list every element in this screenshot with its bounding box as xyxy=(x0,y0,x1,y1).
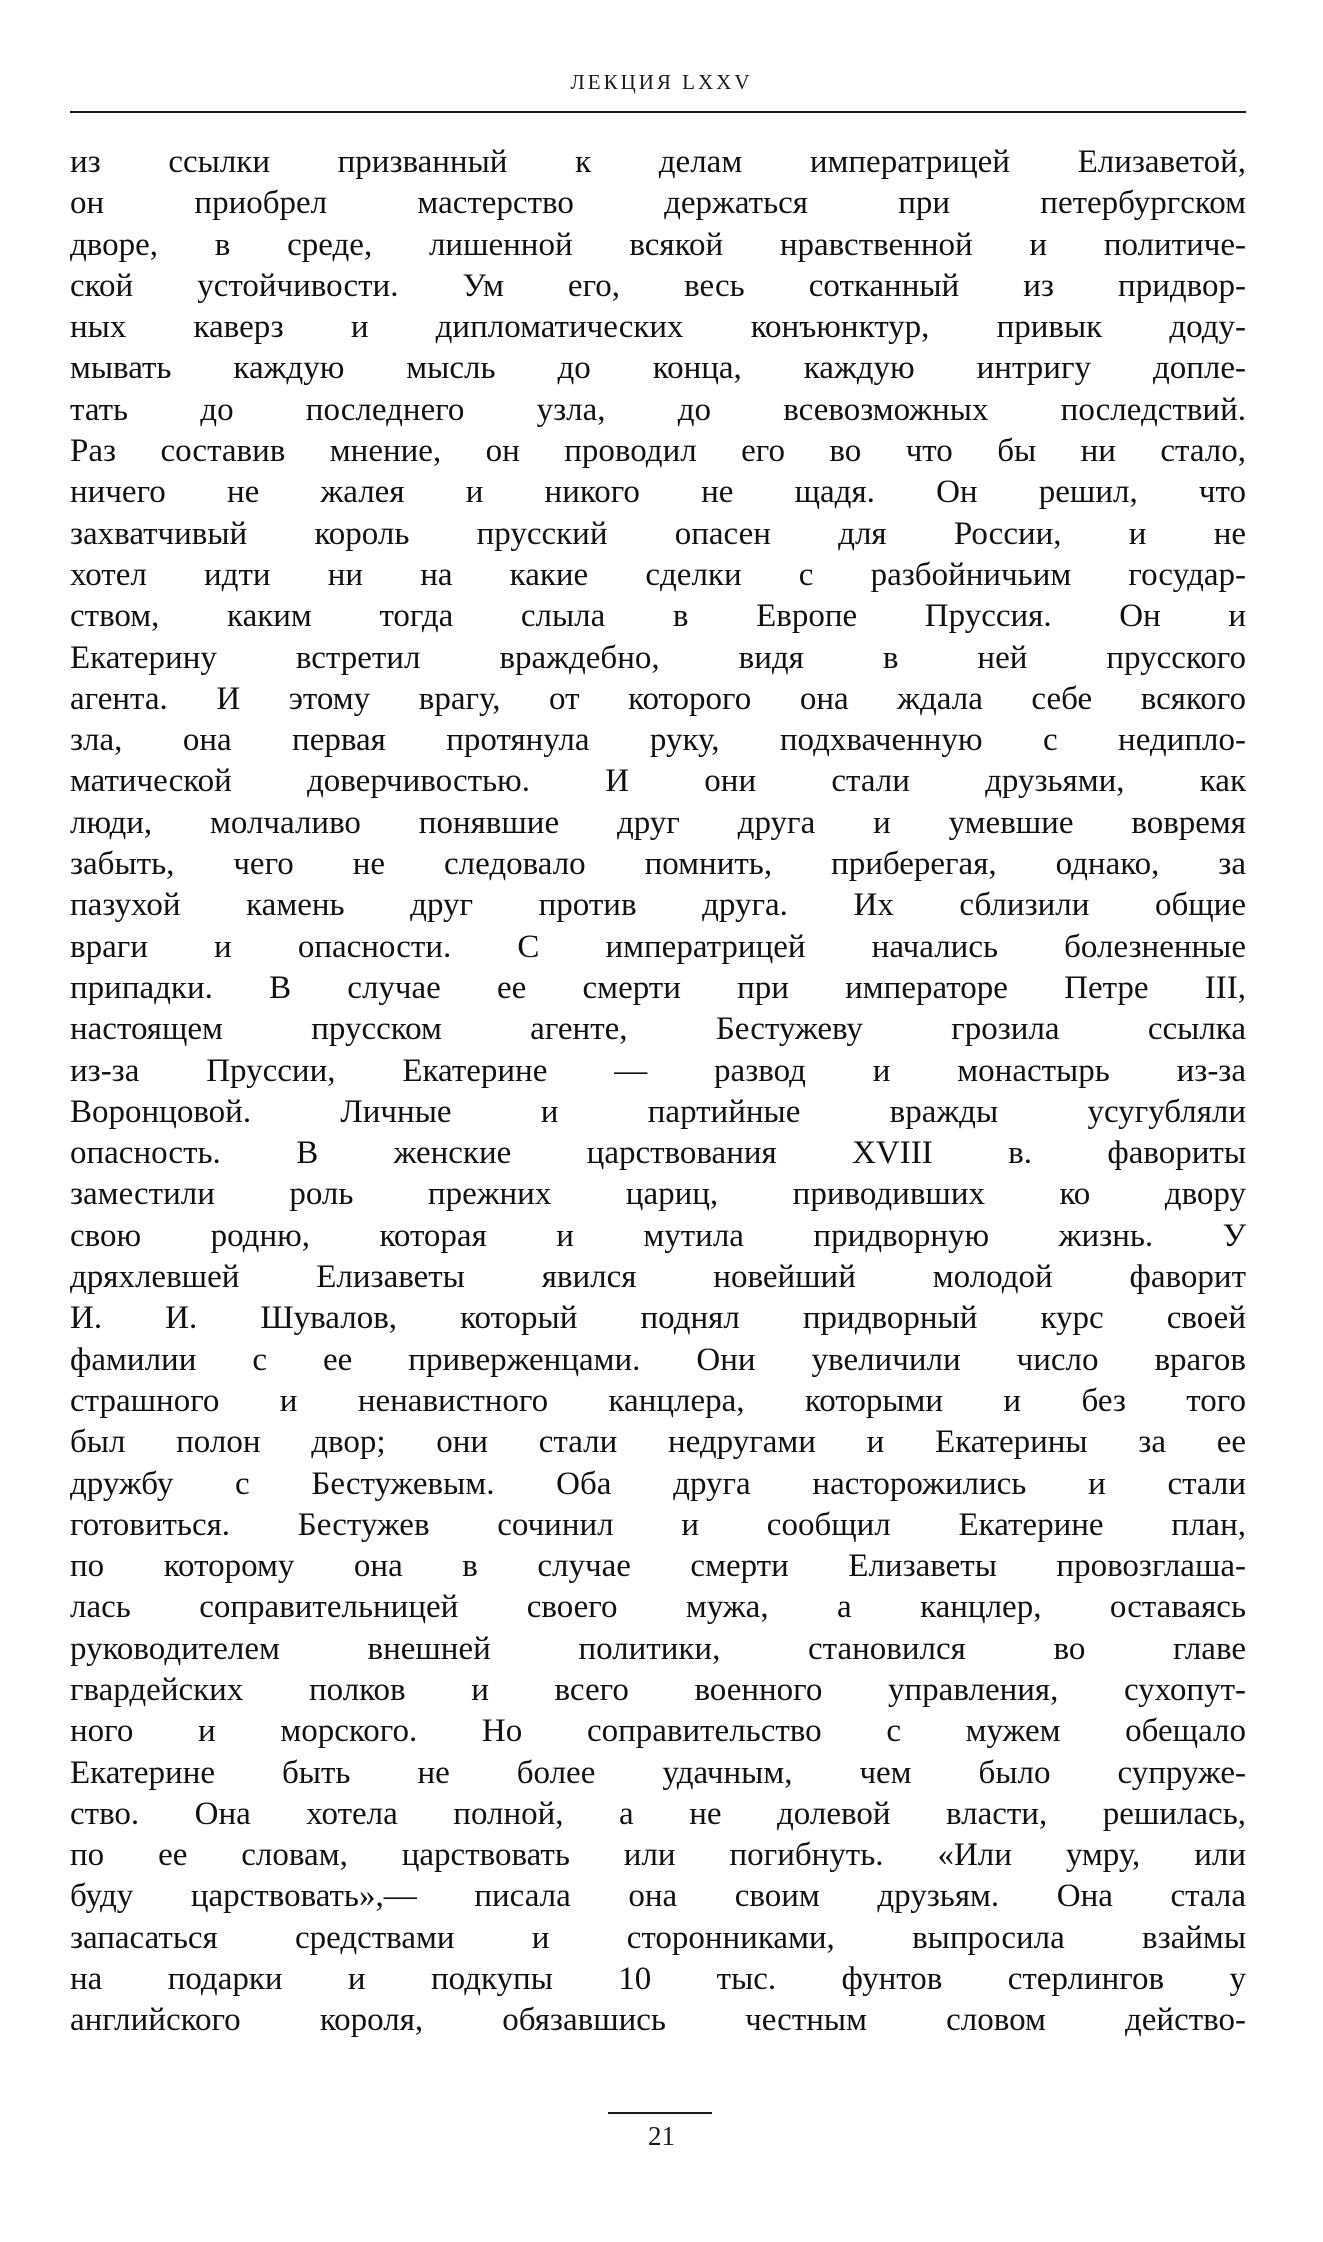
text-line: матической доверчивостью. И они стали друзьями, как xyxy=(70,763,1246,800)
text-line: И. И. Шувалов, который поднял придворный курс своей xyxy=(70,1300,1246,1337)
text-line: припадки. В случае ее смерти при императоре Петре III, xyxy=(70,969,1246,1006)
text-line: дворе, в среде, лишенной всякой нравственной и политиче- xyxy=(70,226,1246,263)
text-line: агента. И этому врагу, от которого она ждала себе всякого xyxy=(70,680,1246,717)
text-line: дряхлевшей Елизаветы явился новейший молодой фаворит xyxy=(70,1259,1246,1296)
text-line: буду царствовать»,— писала она своим друзьям. Она стала xyxy=(70,1878,1246,1915)
text-line: Екатерине быть не более удачным, чем было супруже- xyxy=(70,1754,1246,1791)
text-line: опасность. В женские царствования XVIII в. фавориты xyxy=(70,1135,1246,1172)
text-line: заместили роль прежних цариц, приводивших ко двору xyxy=(70,1176,1246,1213)
text-line: из-за Пруссии, Екатерине — развод и монастырь из-за xyxy=(70,1052,1246,1089)
text-line: ской устойчивости. Ум его, весь сотканный из придвор- xyxy=(70,267,1246,304)
text-line: хотел идти ни на какие сделки с разбойничьим государ- xyxy=(70,556,1246,593)
text-line: из ссылки призванный к делам императрицей Елизаветой, xyxy=(70,144,1246,180)
body-text xyxy=(70,142,1246,2042)
text-line: ством, каким тогда слыла в Европе Пруссия. Он и xyxy=(70,598,1246,635)
text-line: запасаться средствами и сторонниками, выпросила взаймы xyxy=(70,1919,1246,1956)
text-line: ничего не жалея и никого не щадя. Он решил, что xyxy=(70,474,1246,511)
text-line: лась соправительницей своего мужа, а канцлер, оставаясь xyxy=(70,1589,1246,1626)
text-line: страшного и ненавистного канцлера, которыми и без того xyxy=(70,1382,1246,1419)
text-line: свою родню, которая и мутила придворную жизнь. У xyxy=(70,1217,1246,1254)
text-line: Екатерину встретил враждебно, видя в ней прусского xyxy=(70,639,1246,676)
running-head: ЛЕКЦИЯ LXXV xyxy=(570,70,753,94)
text-line: забыть, чего не следовало помнить, приберегая, однако, за xyxy=(70,846,1246,883)
text-line: готовиться. Бестужев сочинил и сообщил Екатерине план, xyxy=(70,1506,1246,1543)
text-line: мывать каждую мысль до конца, каждую интригу допле- xyxy=(70,350,1246,387)
text-line: тать до последнего узла, до всевозможных последствий. xyxy=(70,391,1246,428)
text-line: настоящем прусском агенте, Бестужеву грозила ссылка xyxy=(70,1011,1246,1048)
text-line: враги и опасности. С императрицей начались болезненные xyxy=(70,928,1246,965)
text-line: на подарки и подкупы 10 тыс. фунтов стерлингов у xyxy=(70,1961,1246,1998)
text-line: люди, молчаливо понявшие друг друга и умевшие вовремя xyxy=(70,804,1246,841)
text-line: Воронцовой. Личные и партийные вражды усугубляли xyxy=(70,1093,1246,1130)
text-line: гвардейских полков и всего военного управления, сухопут- xyxy=(70,1671,1246,1708)
page-number-rule xyxy=(608,2112,712,2114)
text-line: пазухой камень друг против друга. Их сблизили общие xyxy=(70,887,1246,924)
text-line: ство. Она хотела полной, а не долевой власти, решилась, xyxy=(70,1795,1246,1832)
text-line: руководителем внешней политики, становился во главе xyxy=(70,1630,1246,1667)
text-line: был полон двор; они стали недругами и Екатерины за ее xyxy=(70,1424,1246,1461)
text-line: он приобрел мастерство держаться при петербургском xyxy=(70,185,1246,222)
text-line: фамилии с ее приверженцами. Они увеличили число врагов xyxy=(70,1341,1246,1378)
text-line: захватчивый король прусский опасен для России, и не xyxy=(70,515,1246,552)
text-line: английского короля, обязавшись честным словом действо- xyxy=(70,2002,1246,2039)
text-line: ного и морского. Но соправительство с мужем обещало xyxy=(70,1713,1246,1750)
text-line: по которому она в случае смерти Елизаветы провозглаша- xyxy=(70,1548,1246,1585)
text-line: зла, она первая протянула руку, подхваченную с недипло- xyxy=(70,722,1246,759)
text-line: ных каверз и дипломатических конъюнктур, привык доду- xyxy=(70,309,1246,346)
text-line: дружбу с Бестужевым. Оба друга насторожились и стали xyxy=(70,1465,1246,1502)
header-rule xyxy=(70,111,1246,113)
page-number: 21 xyxy=(648,2121,675,2151)
text-line: Раз составив мнение, он проводил его во что бы ни стало, xyxy=(70,433,1246,470)
text-line: по ее словам, царствовать или погибнуть. «Или умру, или xyxy=(70,1837,1246,1874)
